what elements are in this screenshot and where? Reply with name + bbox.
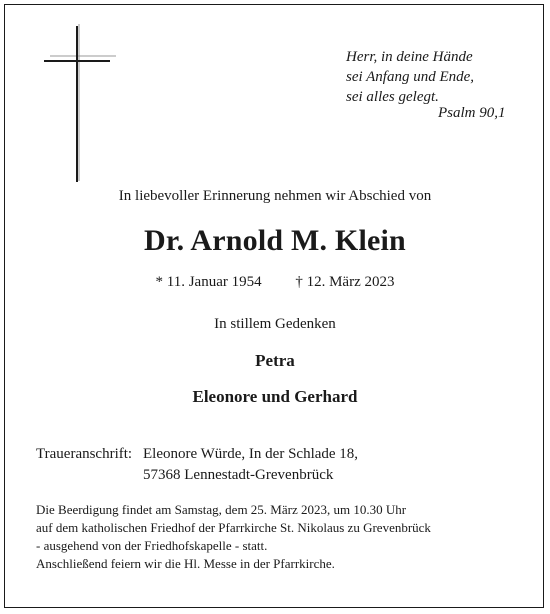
verse-line: Herr, in deine Hände <box>346 49 473 65</box>
intro-text: In liebevoller Erinnerung nehmen wir Abschied von <box>118 188 432 204</box>
funeral-notice-line: Anschließend feiern wir die Hl. Messe in der Pfarrkirche. <box>36 556 335 571</box>
bible-verse <box>346 47 526 107</box>
deceased-name: Dr. Arnold M. Klein <box>144 224 406 257</box>
life-dates <box>0 274 550 291</box>
birth-date: * 11. Januar 1954 <box>155 274 262 290</box>
verse-line: sei Anfang und Ende, <box>346 69 475 85</box>
cross-icon <box>44 24 116 184</box>
verse-reference: Psalm 90,1 <box>438 105 506 121</box>
funeral-notice-line: auf dem katholischen Friedhof der Pfarrkirche St. Nikolaus zu Grevenbrück <box>36 520 431 535</box>
address-line: Eleonore Würde, In der Schlade 18, <box>143 446 359 462</box>
mourner-name: Eleonore und Gerhard <box>192 387 358 406</box>
funeral-notice <box>36 501 526 573</box>
funeral-notice-line: - ausgehend von der Friedhofskapelle - statt. <box>36 538 268 553</box>
address-label: Traueranschrift: <box>36 446 133 462</box>
funeral-notice-line: Die Beerdigung findet am Samstag, dem 25. März 2023, um 10.30 Uhr <box>36 502 407 517</box>
death-date: † 12. März 2023 <box>295 274 395 290</box>
mourner-name: Petra <box>255 351 295 370</box>
verse-line: sei alles gelegt. <box>346 89 439 105</box>
memory-line: In stillem Gedenken <box>214 316 336 332</box>
address-line: 57368 Lennestadt-Grevenbrück <box>143 467 334 483</box>
